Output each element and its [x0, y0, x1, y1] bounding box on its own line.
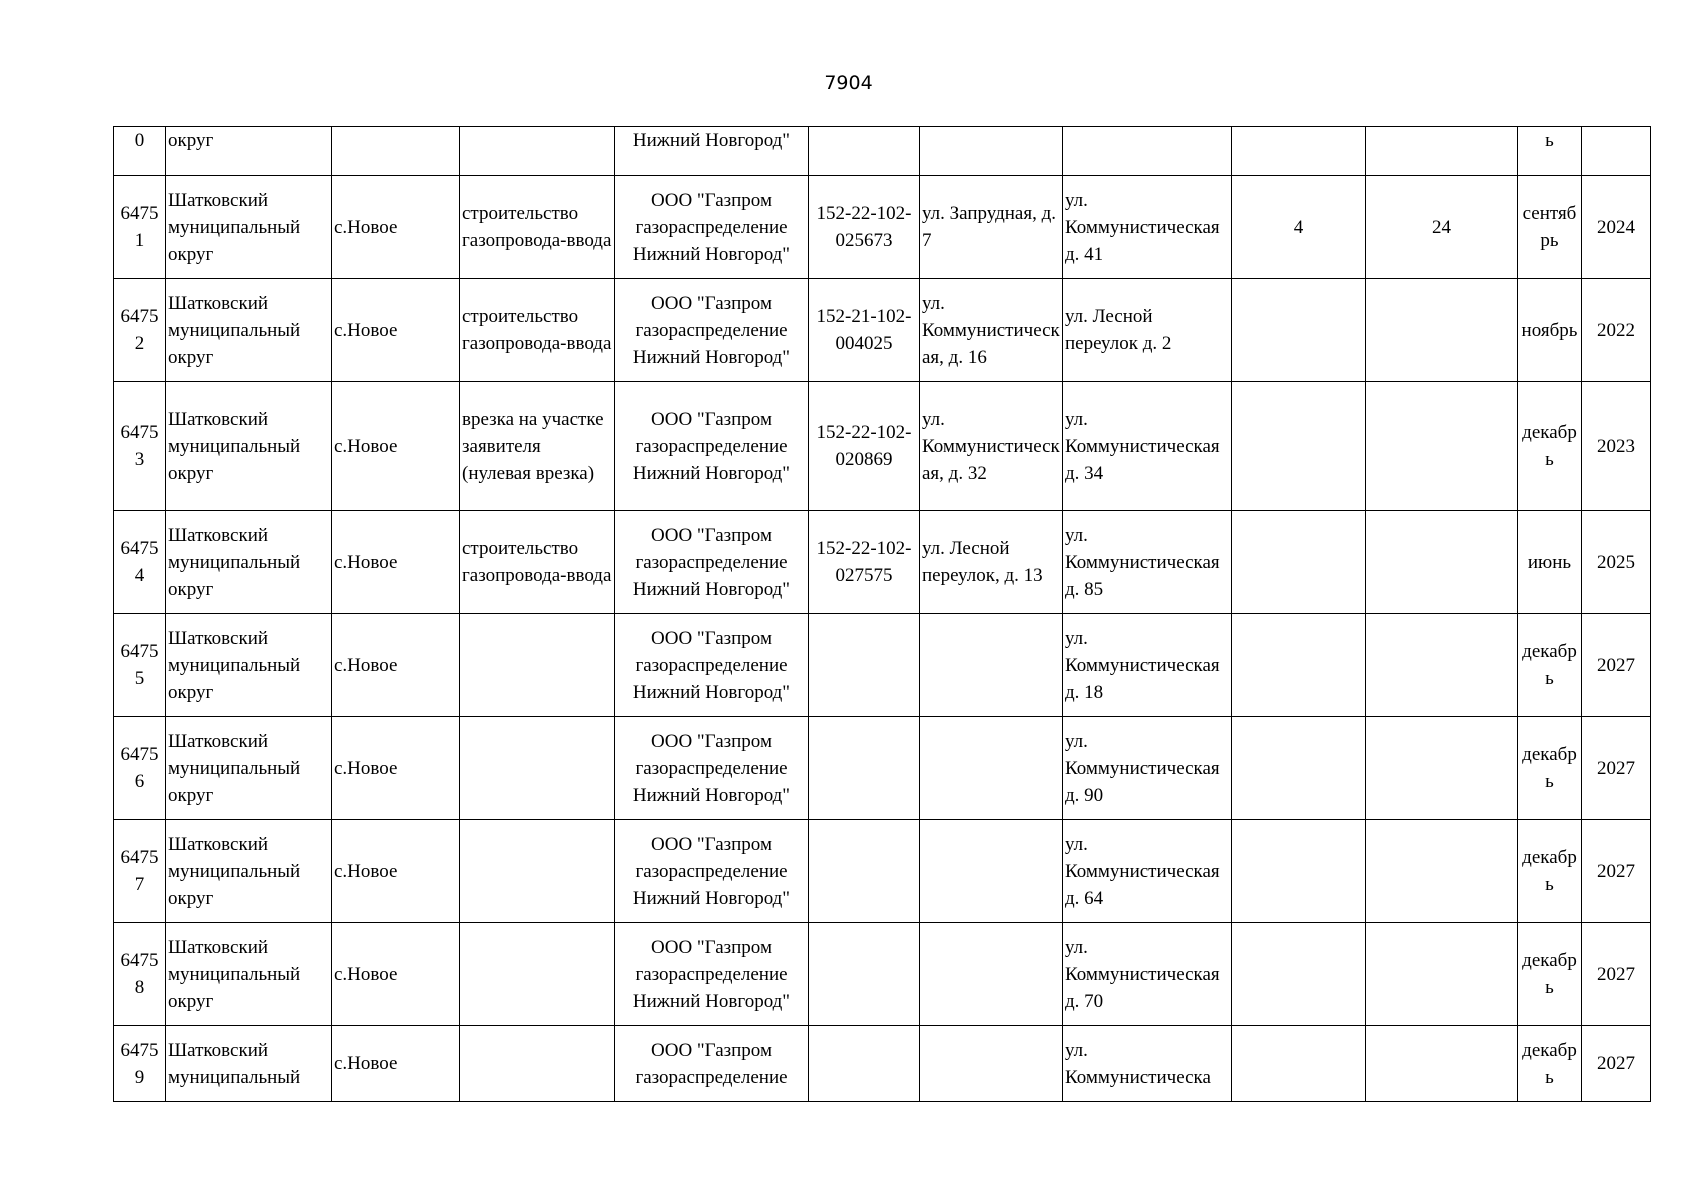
row-id: 64753	[114, 382, 166, 511]
month-cell: декабрь	[1518, 717, 1582, 820]
table-row	[114, 127, 1651, 176]
value-cell-1	[1232, 614, 1366, 717]
month-cell: ноябрь	[1518, 279, 1582, 382]
contract-number-cell	[809, 614, 920, 717]
settlement-cell: с.Новое	[332, 820, 460, 923]
year-cell: 2027	[1582, 923, 1651, 1026]
work-type-cell: строительство газопровода-ввода	[460, 279, 615, 382]
organization-cell: ООО "Газпром газораспределение	[615, 1026, 809, 1102]
work-type-cell: строительство газопровода-ввода	[460, 176, 615, 279]
settlement-cell: с.Новое	[332, 511, 460, 614]
value-cell-2	[1366, 279, 1518, 382]
value-cell-1	[1232, 279, 1366, 382]
table-row	[114, 511, 1651, 614]
district-cell: Шатковский муниципальный округ	[166, 923, 332, 1026]
value-cell-1	[1232, 1026, 1366, 1102]
work-type-cell	[460, 1026, 615, 1102]
month-cell: декабрь	[1518, 382, 1582, 511]
object-address-cell	[920, 127, 1063, 176]
contract-number-cell: 152-22-102-025673	[809, 176, 920, 279]
district-cell: Шатковский муниципальный округ	[166, 820, 332, 923]
settlement-cell: с.Новое	[332, 279, 460, 382]
value-cell-1	[1232, 717, 1366, 820]
organization-cell: ООО "Газпром газораспределение Нижний Новгород"	[615, 382, 809, 511]
work-type-cell	[460, 717, 615, 820]
work-type-cell	[460, 820, 615, 923]
page-number: 7904	[824, 72, 873, 94]
district-cell: Шатковский муниципальный	[166, 1026, 332, 1102]
value-cell-2	[1366, 820, 1518, 923]
row-id: 64759	[114, 1026, 166, 1102]
value-cell-2	[1366, 511, 1518, 614]
table-row	[114, 279, 1651, 382]
district-cell: Шатковский муниципальный округ	[166, 511, 332, 614]
value-cell-2	[1366, 614, 1518, 717]
connection-address-cell: ул. Лесной переулок д. 2	[1063, 279, 1232, 382]
table-row	[114, 923, 1651, 1026]
value-cell-1	[1232, 127, 1366, 176]
contract-number-cell	[809, 717, 920, 820]
month-cell: декабрь	[1518, 1026, 1582, 1102]
value-cell-2: 24	[1366, 176, 1518, 279]
object-address-cell	[920, 717, 1063, 820]
organization-cell: ООО "Газпром газораспределение Нижний Новгород"	[615, 820, 809, 923]
month-cell: декабрь	[1518, 820, 1582, 923]
object-address-cell: ул. Коммунистическая, д. 16	[920, 279, 1063, 382]
year-cell: 2027	[1582, 1026, 1651, 1102]
row-id: 64758	[114, 923, 166, 1026]
connection-address-cell: ул. Коммунистическа	[1063, 1026, 1232, 1102]
object-address-cell: ул. Лесной переулок, д. 13	[920, 511, 1063, 614]
contract-number-cell: 152-21-102-004025	[809, 279, 920, 382]
object-address-cell	[920, 820, 1063, 923]
district-cell: Шатковский муниципальный округ	[166, 717, 332, 820]
year-cell: 2025	[1582, 511, 1651, 614]
connection-address-cell: ул. Коммунистическая д. 64	[1063, 820, 1232, 923]
settlement-cell: с.Новое	[332, 614, 460, 717]
year-cell: 2023	[1582, 382, 1651, 511]
connection-address-cell: ул. Коммунистическая д. 41	[1063, 176, 1232, 279]
year-cell: 2027	[1582, 820, 1651, 923]
month-cell: декабрь	[1518, 614, 1582, 717]
district-cell: Шатковский муниципальный округ	[166, 176, 332, 279]
settlement-cell: с.Новое	[332, 382, 460, 511]
year-cell	[1582, 127, 1651, 176]
organization-cell: ООО "Газпром газораспределение Нижний Новгород"	[615, 614, 809, 717]
value-cell-1	[1232, 511, 1366, 614]
month-cell: декабрь	[1518, 923, 1582, 1026]
table-row	[114, 717, 1651, 820]
district-cell: округ	[166, 127, 332, 176]
month-cell: ь	[1518, 127, 1582, 176]
row-id: 0	[114, 127, 166, 176]
year-cell: 2022	[1582, 279, 1651, 382]
work-type-cell	[460, 923, 615, 1026]
contract-number-cell: 152-22-102-020869	[809, 382, 920, 511]
table-row	[114, 820, 1651, 923]
table-row	[114, 382, 1651, 511]
connection-address-cell: ул. Коммунистическая д. 85	[1063, 511, 1232, 614]
row-id: 64756	[114, 717, 166, 820]
connection-address-cell	[1063, 127, 1232, 176]
contract-number-cell: 152-22-102-027575	[809, 511, 920, 614]
contract-number-cell	[809, 1026, 920, 1102]
object-address-cell	[920, 923, 1063, 1026]
settlement-cell: с.Новое	[332, 176, 460, 279]
settlement-cell: с.Новое	[332, 717, 460, 820]
connection-address-cell: ул. Коммунистическая д. 18	[1063, 614, 1232, 717]
settlement-cell	[332, 127, 460, 176]
value-cell-2	[1366, 1026, 1518, 1102]
settlement-cell: с.Новое	[332, 1026, 460, 1102]
row-id: 64752	[114, 279, 166, 382]
row-id: 64757	[114, 820, 166, 923]
value-cell-2	[1366, 127, 1518, 176]
month-cell: июнь	[1518, 511, 1582, 614]
table-row	[114, 1026, 1651, 1102]
row-id: 64751	[114, 176, 166, 279]
organization-cell: ООО "Газпром газораспределение Нижний Новгород"	[615, 923, 809, 1026]
year-cell: 2027	[1582, 614, 1651, 717]
connection-address-cell: ул. Коммунистическая д. 90	[1063, 717, 1232, 820]
row-id: 64754	[114, 511, 166, 614]
object-address-cell: ул. Коммунистическая, д. 32	[920, 382, 1063, 511]
table-row	[114, 176, 1651, 279]
work-type-cell	[460, 127, 615, 176]
gas-connection-table	[113, 126, 1651, 1102]
year-cell: 2024	[1582, 176, 1651, 279]
work-type-cell	[460, 614, 615, 717]
year-cell: 2027	[1582, 717, 1651, 820]
table-row	[114, 614, 1651, 717]
organization-cell: ООО "Газпром газораспределение Нижний Новгород"	[615, 279, 809, 382]
connection-address-cell: ул. Коммунистическая д. 70	[1063, 923, 1232, 1026]
settlement-cell: с.Новое	[332, 923, 460, 1026]
contract-number-cell	[809, 820, 920, 923]
value-cell-1: 4	[1232, 176, 1366, 279]
object-address-cell	[920, 1026, 1063, 1102]
value-cell-1	[1232, 382, 1366, 511]
organization-cell: ООО "Газпром газораспределение Нижний Новгород"	[615, 176, 809, 279]
value-cell-2	[1366, 382, 1518, 511]
object-address-cell	[920, 614, 1063, 717]
connection-address-cell: ул. Коммунистическая д. 34	[1063, 382, 1232, 511]
district-cell: Шатковский муниципальный округ	[166, 279, 332, 382]
district-cell: Шатковский муниципальный округ	[166, 382, 332, 511]
contract-number-cell	[809, 127, 920, 176]
contract-number-cell	[809, 923, 920, 1026]
row-id: 64755	[114, 614, 166, 717]
work-type-cell: врезка на участке заявителя (нулевая врезка)	[460, 382, 615, 511]
organization-cell: Нижний Новгород"	[615, 127, 809, 176]
organization-cell: ООО "Газпром газораспределение Нижний Новгород"	[615, 511, 809, 614]
value-cell-1	[1232, 820, 1366, 923]
month-cell: сентябрь	[1518, 176, 1582, 279]
organization-cell: ООО "Газпром газораспределение Нижний Новгород"	[615, 717, 809, 820]
district-cell: Шатковский муниципальный округ	[166, 614, 332, 717]
value-cell-2	[1366, 923, 1518, 1026]
work-type-cell: строительство газопровода-ввода	[460, 511, 615, 614]
object-address-cell: ул. Запрудная, д. 7	[920, 176, 1063, 279]
value-cell-2	[1366, 717, 1518, 820]
value-cell-1	[1232, 923, 1366, 1026]
